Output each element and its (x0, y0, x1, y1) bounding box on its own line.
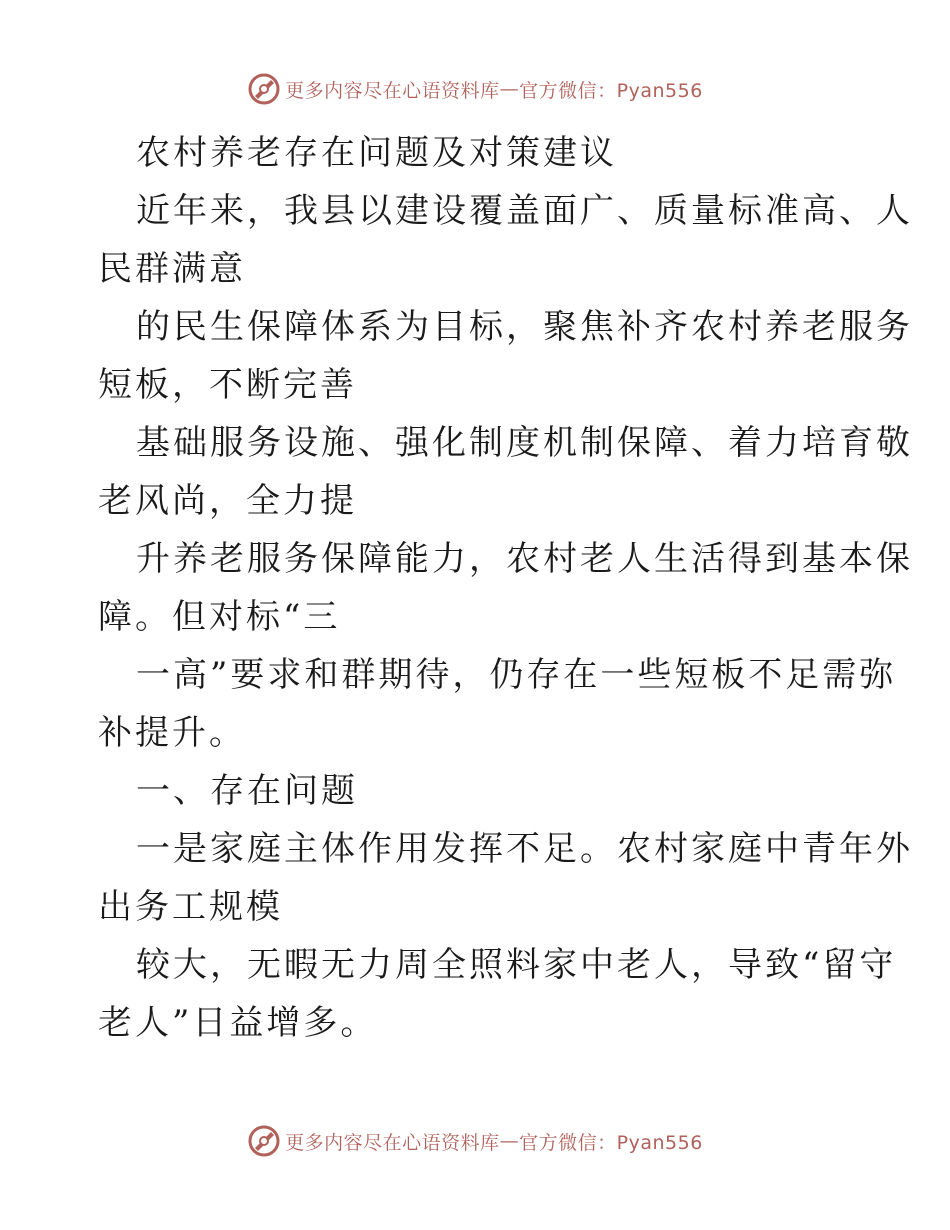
paragraph-line: 民群满意 (98, 249, 246, 289)
banner-separator: — (499, 78, 520, 100)
paragraph-line: 升养老服务保障能力，农村老人生活得到基本保 (136, 539, 913, 579)
paragraph-4 (98, 530, 913, 646)
paragraph-line: 一高”要求和群期待，仍存在一些短板不足需弥 (136, 655, 897, 695)
paragraph-line: 基础服务设施、强化制度机制保障、着力培育敬 (136, 423, 913, 463)
document-body (98, 124, 913, 1052)
paragraph-5 (98, 646, 897, 762)
paragraph-line: 补提升。 (98, 713, 246, 753)
header-banner (0, 72, 950, 106)
paragraph-1 (98, 182, 913, 298)
paragraph-7 (98, 820, 913, 936)
paragraph-line: 近年来，我县以建设覆盖面广、质量标准高、人 (136, 191, 913, 231)
paragraph-line: 的民生保障体系为目标，聚焦补齐农村养老服务 (136, 307, 913, 347)
section-heading (98, 762, 858, 820)
paragraph-line: 一是家庭主体作用发挥不足。农村家庭中青年外 (136, 829, 913, 869)
paragraph-line: 短板，不断完善 (98, 365, 357, 405)
banner-text: 更多内容尽在心语资料库 (285, 1131, 500, 1154)
paragraph-line: 出务工规模 (98, 887, 283, 927)
banner-separator: — (499, 1130, 520, 1152)
paragraph-line: 老人”日益增多。 (98, 1003, 378, 1043)
brand-logo-icon (247, 72, 281, 106)
brand-logo-icon (247, 1124, 281, 1158)
paragraph-3 (98, 414, 913, 530)
banner-wechat: 官方微信：Pyan556 (519, 1131, 703, 1154)
title-line: 农村养老存在问题及对策建议 (136, 133, 617, 173)
banner-text: 更多内容尽在心语资料库 (285, 79, 500, 102)
doc-title (98, 124, 858, 182)
banner-wechat: 官方微信：Pyan556 (519, 79, 703, 102)
paragraph-2 (98, 298, 913, 414)
paragraph-line: 障。但对标“三 (98, 597, 341, 637)
heading-line: 一、存在问题 (136, 771, 358, 811)
paragraph-line: 老风尚，全力提 (98, 481, 357, 521)
footer-banner (0, 1124, 950, 1158)
paragraph-line: 较大，无暇无力周全照料家中老人，导致“留守 (136, 945, 897, 985)
paragraph-8 (98, 936, 897, 1052)
